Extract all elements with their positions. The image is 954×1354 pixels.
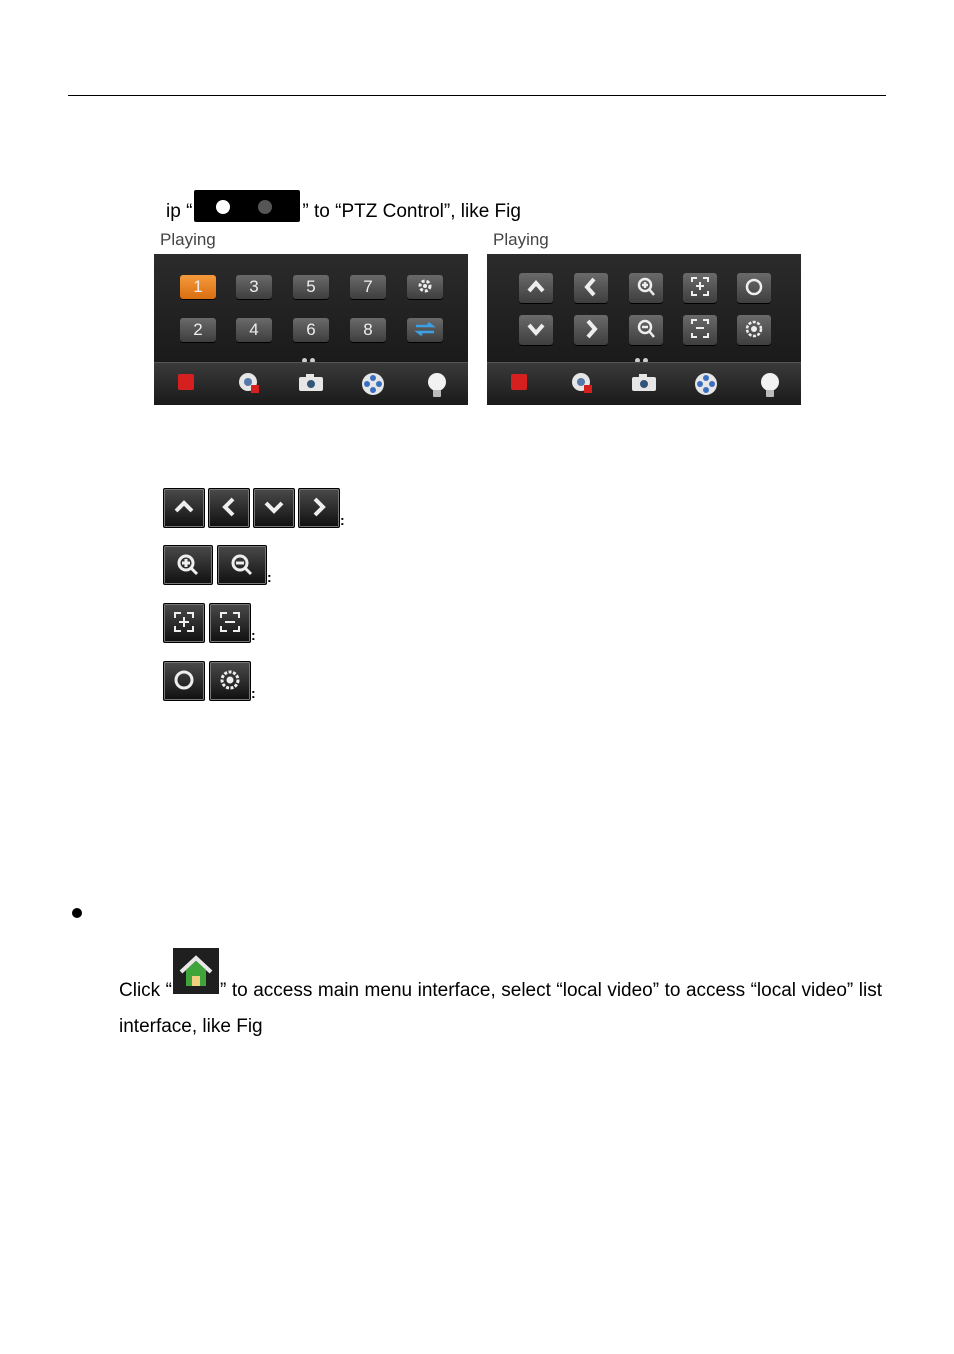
arrow-left-icon[interactable]: [574, 273, 608, 303]
page-indicator: [635, 350, 651, 356]
legend-separator: :: [251, 685, 256, 701]
focus-plus-icon: [163, 603, 205, 643]
arrow-down-icon: [253, 488, 295, 528]
page-dots-icon: [194, 190, 300, 222]
channel-key-3[interactable]: 3: [236, 275, 272, 299]
legend-separator: :: [267, 569, 272, 585]
channel-key-4[interactable]: 4: [236, 318, 272, 342]
camera-icon[interactable]: [298, 372, 324, 392]
arrow-right-icon: [298, 488, 340, 528]
intro-prefix: ip “: [166, 201, 193, 223]
home-icon: [173, 948, 219, 994]
channel-key-5[interactable]: 5: [293, 275, 329, 299]
iris-close-icon[interactable]: [737, 315, 771, 345]
legend-iris: [163, 661, 256, 701]
arrow-up-icon: [163, 488, 205, 528]
zoom-out-icon[interactable]: [629, 315, 663, 345]
intro-line: [166, 196, 521, 228]
zoom-in-icon[interactable]: [629, 273, 663, 303]
local-video-paragraph: [119, 958, 882, 1045]
legend-zoom: [163, 545, 272, 585]
legend-separator: :: [340, 512, 345, 528]
arrow-right-icon[interactable]: [574, 315, 608, 345]
channel-key-2[interactable]: 2: [180, 318, 216, 342]
arrow-left-icon: [208, 488, 250, 528]
iris-close-icon: [209, 661, 251, 701]
arrow-down-icon[interactable]: [519, 315, 553, 345]
focus-plus-icon[interactable]: [683, 273, 717, 303]
channel-key-7[interactable]: 7: [350, 275, 386, 299]
page-indicator: [302, 350, 318, 356]
light-bulb-icon[interactable]: [427, 372, 447, 400]
intro-suffix: ” to “PTZ Control”, like Fig: [302, 201, 521, 223]
playing-panel-ptz: [487, 230, 801, 404]
channel-key-6[interactable]: 6: [293, 318, 329, 342]
stop-icon[interactable]: [176, 372, 196, 392]
channel-key-1[interactable]: 1: [180, 275, 216, 299]
bullet-dot: [72, 908, 82, 918]
zoom-in-icon: [163, 545, 213, 585]
focus-minus-icon[interactable]: [683, 315, 717, 345]
iris-open-icon[interactable]: [737, 273, 771, 303]
panel-title: Playing: [493, 230, 549, 249]
gear-icon[interactable]: [407, 275, 443, 299]
reel-icon[interactable]: [361, 372, 385, 396]
record-icon[interactable]: [571, 372, 595, 396]
legend-focus: [163, 603, 256, 643]
local-video-text: ” to access main menu interface, select “local video” to access “local video” list interface, like Fig: [119, 980, 882, 1037]
playing-panel-numbers: [154, 230, 468, 404]
light-bulb-icon[interactable]: [760, 372, 780, 400]
record-icon[interactable]: [238, 372, 262, 396]
camera-icon[interactable]: [631, 372, 657, 392]
focus-minus-icon: [209, 603, 251, 643]
iris-open-icon: [163, 661, 205, 701]
arrow-up-icon[interactable]: [519, 273, 553, 303]
legend-separator: :: [251, 627, 256, 643]
click-text: Click “: [119, 980, 173, 1001]
stop-icon[interactable]: [509, 372, 529, 392]
zoom-out-icon: [217, 545, 267, 585]
legend-direction: [163, 488, 345, 528]
header-rule: [68, 95, 886, 96]
panel-title: Playing: [160, 230, 216, 249]
channel-key-8[interactable]: 8: [350, 318, 386, 342]
swap-arrows-icon[interactable]: [407, 318, 443, 342]
reel-icon[interactable]: [694, 372, 718, 396]
